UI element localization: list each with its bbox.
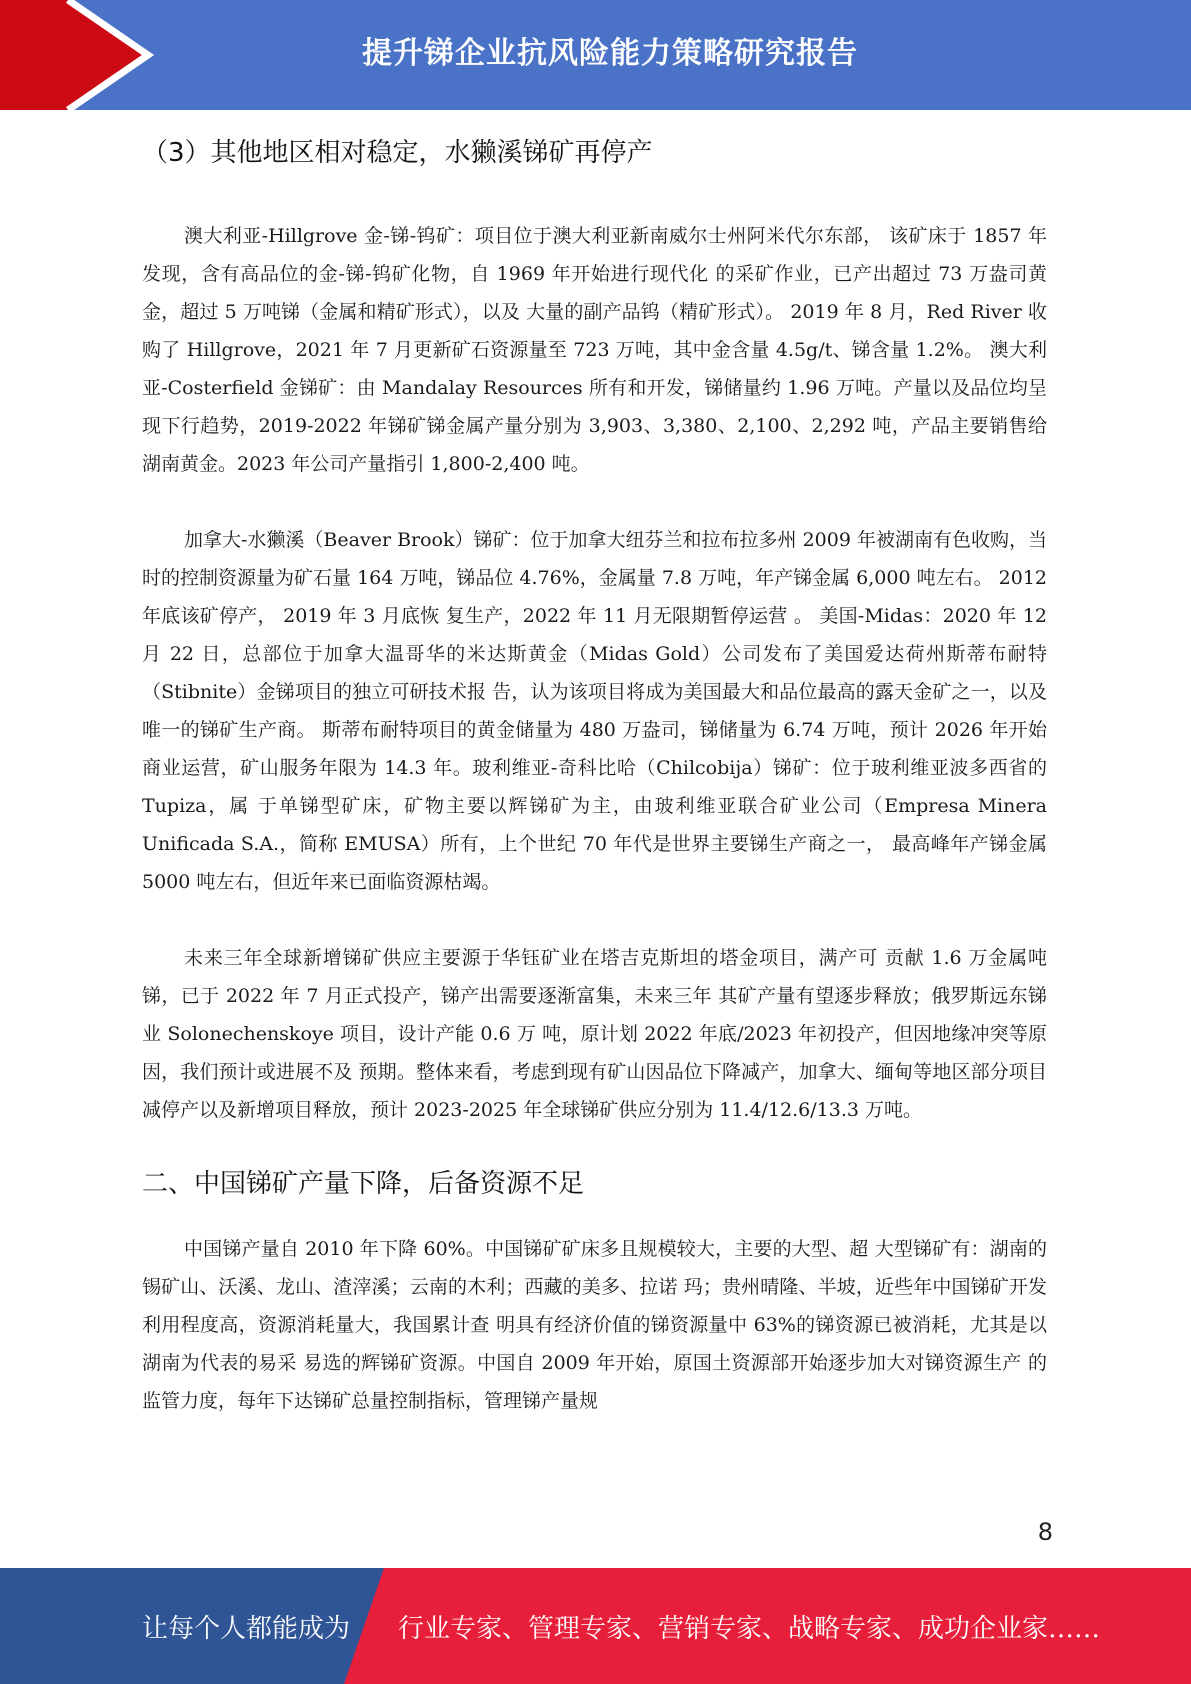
page-header <box>0 0 1191 110</box>
footer-slogan-left: 让每个人都能成为 <box>142 1614 351 1644</box>
section-title: 二、中国锑矿产量下降，后备资源不足 <box>142 1169 585 1199</box>
page-number: 8 <box>1037 1518 1053 1546</box>
paragraph-australia: 澳大利亚-Hillgrove 金-锑-钨矿：项目位于澳大利亚新南威尔士州阿米代尔东部， 该矿床于 1857 年发现，含有高品位的金-锑-钨矿化物，自 1969 年开始进行现代化 的采矿作业，已产出超过 73 万盎司黄金，超过 5 万吨锑（金属和精矿形式），以及 大量的副产品钨（精矿形式）。 2019 年 8 月，Red River 收购了 Hillgrove，2021 年 7 月更新矿石资源量至 723 万吨，其中金含量 4.5g/t、锑含量 1.2%。 澳大利亚-Costerfield 金锑矿：由 Mandalay Resources 所有和开发，锑储量约 1.96 万吨。产量以及品位均呈现下行趋势，2019-2022 年锑矿锑金属产量分别为 3,903、3,380、2,100、2,292 吨，产品主要销售给湖南黄金。2023 年公司产量指引 1,800-2,400 吨。 <box>142 225 1047 475</box>
subsection-title: （3）其他地区相对稳定，水獭溪锑矿再停产 <box>142 138 653 168</box>
paragraph-china-production: 中国锑产量自 2010 年下降 60%。中国锑矿矿床多且规模较大，主要的大型、超 大型锑矿有：湖南的锡矿山、沃溪、龙山、渣滓溪；云南的木利；西藏的美多、拉诺 玛；贵州晴隆、半坡，近些年中国锑矿开发利用程度高，资源消耗量大，我国累计查 明具有经济价值的锑资源量中 63%的锑资源已被消耗，尤其是以湖南为代表的易采 易选的辉锑矿资源。中国自 2009 年开始，原国土资源部开始逐步加大对锑资源生产 的监管力度，每年下达锑矿总量控制指标，管理锑产量规 <box>142 1238 1047 1412</box>
footer-slogan-right: 行业专家、管理专家、营销专家、战略专家、成功企业家…… <box>398 1614 1101 1644</box>
report-title: 提升锑企业抗风险能力策略研究报告 <box>362 36 858 71</box>
page-content <box>142 118 1047 1420</box>
paragraph-canada-us-bolivia: 加拿大-水獭溪（Beaver Brook）锑矿：位于加拿大纽芬兰和拉布拉多州 2009 年被湖南有色收购，当时的控制资源量为矿石量 164 万吨，锑品位 4.76%，金属量 7.8 万吨，年产锑金属 6,000 吨左右。 2012 年底该矿停产， 2019 年 3 月底恢 复生产，2022 年 11 月无限期暂停运营 。 美国-Midas：2020 年 12 月 22 日，总部位于加拿大温哥华的米达斯黄金（Midas Gold）公司发布了美国爱达荷州斯蒂布耐特（Stibnite）金锑项目的独立可研技术报 告，认为该项目将成为美国最大和品位最高的露天金矿之一，以及唯一的锑矿生产商。 斯蒂布耐特项目的黄金储量为 480 万盎司，锑储量为 6.74 万吨，预计 2026 年开始 商业运营，矿山服务年限为 14.3 年。玻利维亚-奇科比哈（Chilcobija）锑矿：位于玻利维亚波多西省的 Tupiza，属 于单锑型矿床，矿物主要以辉锑矿为主，由玻利维亚联合矿业公司（Empresa Minera Unificada S.A.，简称 EMUSA）所有，上个世纪 70 年代是世界主要锑生产商之一， 最高峰年产锑金属 5000 吨左右，但近年来已面临资源枯竭。 <box>142 529 1047 893</box>
paragraph-global-supply: 未来三年全球新增锑矿供应主要源于华钰矿业在塔吉克斯坦的塔金项目，满产可 贡献 1.6 万金属吨锑，已于 2022 年 7 月正式投产，锑产出需要逐渐富集，未来三年 其矿产量有望逐步释放；俄罗斯远东锑业 Solonechenskoye 项目，设计产能 0.6 万 吨，原计划 2022 年底/2023 年初投产，但因地缘冲突等原因，我们预计或进展不及 预期。整体来看，考虑到现有矿山因品位下降减产，加拿大、缅甸等地区部分项目 减停产以及新增项目释放，预计 2023-2025 年全球锑矿供应分别为 11.4/12.6/13.3 万吨。 <box>142 947 1047 1121</box>
page-footer <box>0 1568 1191 1684</box>
